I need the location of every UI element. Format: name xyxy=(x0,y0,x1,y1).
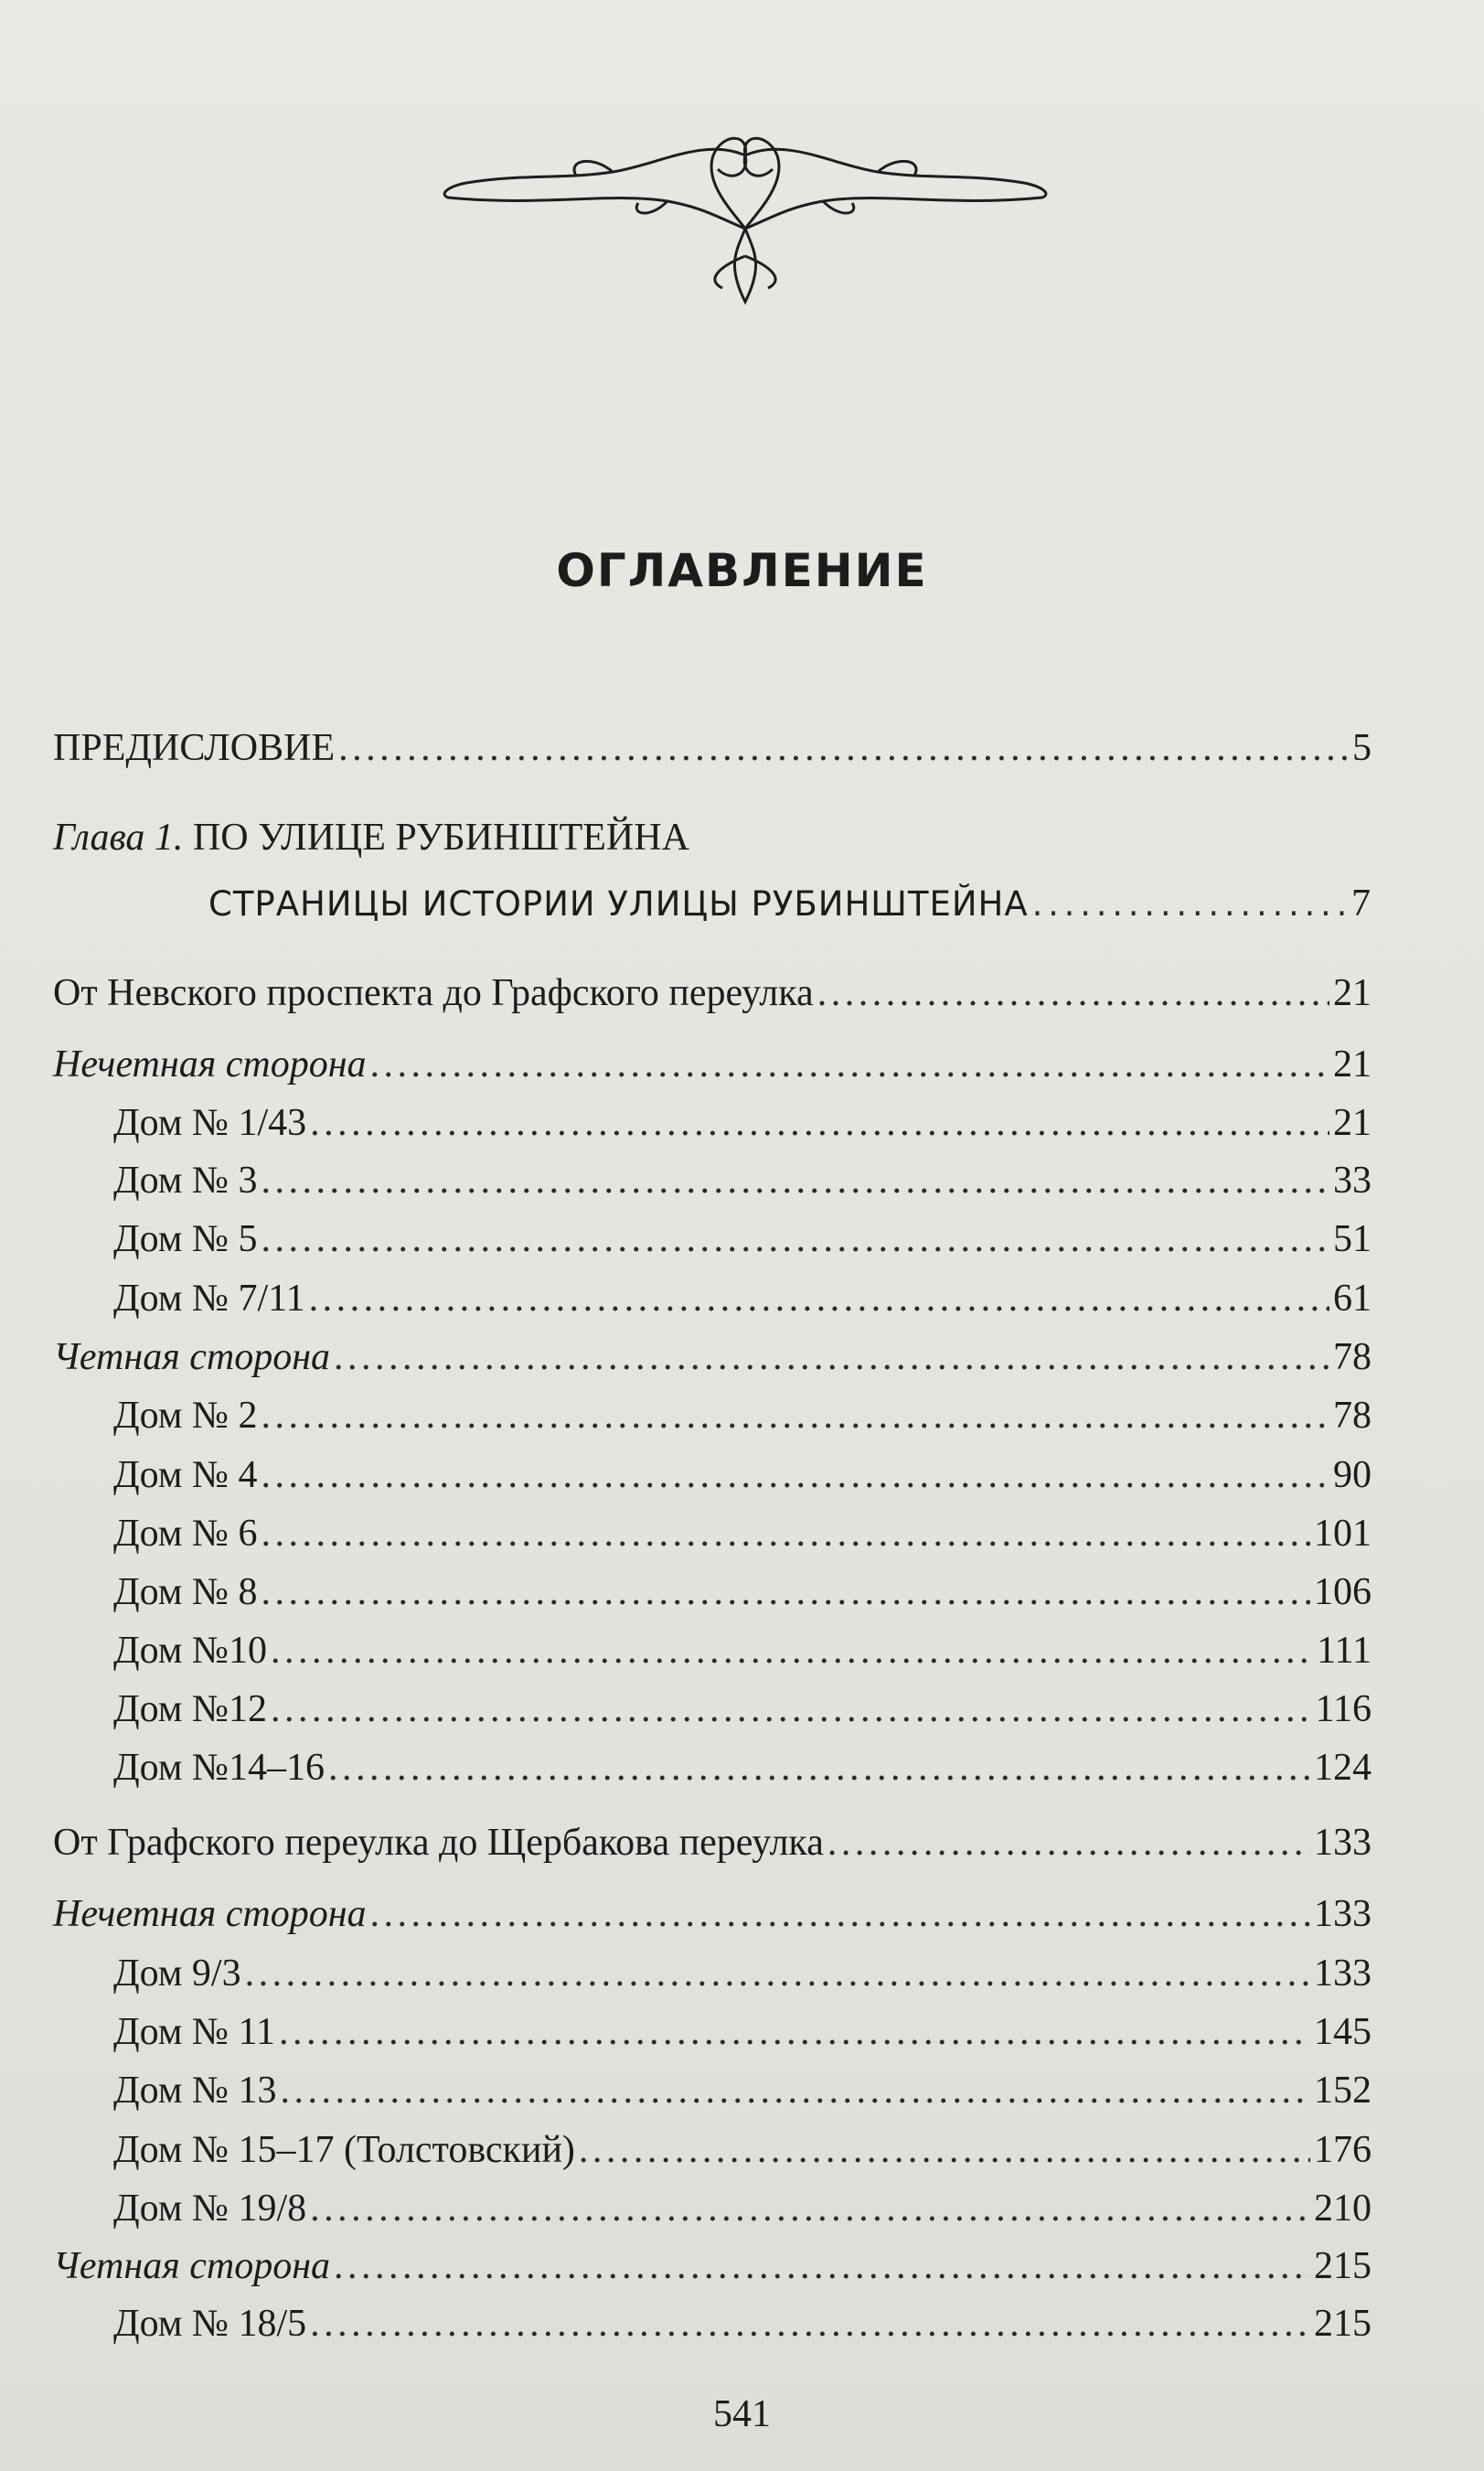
toc-entry-page: 215 xyxy=(1314,2303,1372,2345)
toc-entry-page: 133 xyxy=(1314,1952,1372,1995)
leader-dots xyxy=(281,2065,1311,2116)
leader-dots xyxy=(245,1948,1310,1999)
toc-entry-label: Дом № 15–17 (Толстовский) xyxy=(113,2129,575,2171)
toc-entry[interactable] xyxy=(113,2298,1372,2349)
leader-dots xyxy=(1032,879,1348,930)
toc-entry[interactable] xyxy=(53,1817,1372,1868)
toc-entry-label: Дом № 6 xyxy=(113,1513,258,1555)
toc-entry-label: Дом № 13 xyxy=(113,2070,277,2112)
toc-entry-page: 78 xyxy=(1333,1395,1372,1437)
toc-entry[interactable] xyxy=(113,1097,1372,1149)
toc-entry-label: Нечетная сторона xyxy=(53,1043,367,1086)
leader-dots xyxy=(309,1273,1329,1324)
leader-dots xyxy=(262,1214,1330,1265)
leader-dots xyxy=(334,1332,1329,1383)
toc-entry-label: Дом № 19/8 xyxy=(113,2188,307,2230)
leader-dots xyxy=(827,1817,1310,1868)
leader-dots xyxy=(579,2124,1310,2176)
leader-dots xyxy=(310,2298,1310,2349)
toc-entry[interactable] xyxy=(113,2124,1372,2176)
toc-entry-label: Нечетная сторона xyxy=(53,1893,367,1935)
toc-entry[interactable] xyxy=(113,2006,1372,2058)
leader-dots xyxy=(817,968,1329,1019)
toc-entry[interactable] xyxy=(113,1390,1372,1441)
toc-entry-chapter-sub[interactable] xyxy=(208,878,1372,930)
toc-entry[interactable] xyxy=(53,1332,1372,1383)
leader-dots xyxy=(262,1390,1330,1441)
leader-dots xyxy=(262,1567,1311,1618)
leader-dots xyxy=(310,2183,1310,2234)
toc-entry-page: 215 xyxy=(1314,2245,1372,2287)
toc-entry-page: 7 xyxy=(1351,882,1372,925)
decorative-flourish-icon xyxy=(430,119,1061,320)
toc-entry[interactable] xyxy=(113,1273,1372,1324)
leader-dots xyxy=(262,1155,1330,1206)
toc-entry-label: Дом № 18/5 xyxy=(113,2303,307,2345)
toc-entry[interactable] xyxy=(53,1888,1372,1940)
leader-dots xyxy=(328,1742,1310,1793)
leader-dots xyxy=(279,2006,1310,2058)
toc-entry-label: Дом №14–16 xyxy=(113,1747,325,1789)
toc-entry-page: 176 xyxy=(1314,2129,1372,2171)
toc-entry[interactable] xyxy=(113,1508,1372,1559)
toc-entry-label: Дом № 7/11 xyxy=(113,1278,305,1320)
toc-entry-page: 61 xyxy=(1333,1278,1372,1320)
leader-dots xyxy=(338,722,1349,774)
leader-dots xyxy=(310,1097,1329,1149)
toc-entry-page: 5 xyxy=(1352,727,1372,769)
chapter-number: Глава 1. xyxy=(53,817,184,859)
toc-entry-page: 145 xyxy=(1314,2011,1372,2053)
toc-entry-label: Дом № 11 xyxy=(113,2011,275,2053)
toc-entry-page: 21 xyxy=(1333,1102,1372,1144)
toc-entry-label: Дом № 1/43 xyxy=(113,1102,307,1144)
toc-entry-page: 116 xyxy=(1315,1688,1372,1730)
leader-dots xyxy=(262,1449,1330,1501)
toc-entry-page: 51 xyxy=(1333,1218,1372,1260)
leader-dots xyxy=(370,1888,1310,1940)
leader-dots xyxy=(262,1508,1311,1559)
toc-entry-label: ПРЕДИСЛОВИЕ xyxy=(53,727,336,769)
toc-entry-label: От Графского переулка до Щербакова переулка xyxy=(53,1822,824,1864)
toc-entry-label: Дом № 3 xyxy=(113,1160,258,1202)
leader-dots xyxy=(271,1625,1313,1676)
toc-entry-label: Дом №10 xyxy=(113,1630,267,1672)
toc-entry-page: 21 xyxy=(1333,972,1372,1014)
toc-entry-page: 133 xyxy=(1314,1822,1372,1864)
toc-entry-label: Дом № 4 xyxy=(113,1454,258,1496)
toc-entry-label: Дом №12 xyxy=(113,1688,267,1730)
toc-entry-page: 111 xyxy=(1317,1630,1372,1672)
toc-entry-label: Дом № 5 xyxy=(113,1218,258,1260)
toc-entry-page: 152 xyxy=(1314,2070,1372,2112)
toc-entry[interactable] xyxy=(113,1625,1372,1676)
toc-entry[interactable] xyxy=(53,2241,1372,2292)
toc-entry[interactable] xyxy=(113,1449,1372,1501)
toc-entry-page: 210 xyxy=(1314,2188,1372,2230)
toc-entry-label: От Невского проспекта до Графского переулка xyxy=(53,972,814,1014)
toc-entry-page: 124 xyxy=(1314,1747,1372,1789)
toc-entry[interactable] xyxy=(113,2183,1372,2234)
chapter-name: ПО УЛИЦЕ РУБИНШТЕЙНА xyxy=(192,817,689,859)
toc-entry[interactable] xyxy=(113,2065,1372,2116)
toc-entry-page: 133 xyxy=(1314,1893,1372,1935)
toc-entry[interactable] xyxy=(53,1039,1372,1090)
toc-entry[interactable] xyxy=(113,1948,1372,1999)
toc-entry-page: 90 xyxy=(1333,1454,1372,1496)
leader-dots xyxy=(370,1039,1329,1090)
page-number: 541 xyxy=(713,2393,771,2435)
toc-entry-page: 21 xyxy=(1333,1043,1372,1086)
leader-dots xyxy=(271,1684,1312,1735)
toc-entry-preface[interactable] xyxy=(53,722,1372,774)
toc-entry[interactable] xyxy=(113,1684,1372,1735)
toc-entry-label: СТРАНИЦЫ ИСТОРИИ УЛИЦЫ РУБИНШТЕЙНА xyxy=(208,884,1029,924)
toc-entry-label: Дом 9/3 xyxy=(113,1952,241,1995)
toc-entry-label: Четная сторона xyxy=(53,2245,331,2287)
toc-entry-page: 101 xyxy=(1314,1513,1372,1555)
toc-entry-label: Четная сторона xyxy=(53,1336,331,1378)
toc-chapter-heading[interactable] xyxy=(53,812,689,863)
toc-entry[interactable] xyxy=(113,1742,1372,1793)
toc-entry-page: 33 xyxy=(1333,1160,1372,1202)
toc-entry[interactable] xyxy=(113,1214,1372,1265)
toc-entry-page: 78 xyxy=(1333,1336,1372,1378)
toc-entry[interactable] xyxy=(53,968,1372,1019)
toc-entry[interactable] xyxy=(113,1155,1372,1206)
leader-dots xyxy=(334,2241,1310,2292)
toc-entry-page: 106 xyxy=(1314,1571,1372,1613)
contents-title: ОГЛАВЛЕНИЕ xyxy=(556,544,928,597)
toc-entry-label: Дом № 8 xyxy=(113,1571,258,1613)
toc-entry-label: Дом № 2 xyxy=(113,1395,258,1437)
toc-entry[interactable] xyxy=(113,1567,1372,1618)
